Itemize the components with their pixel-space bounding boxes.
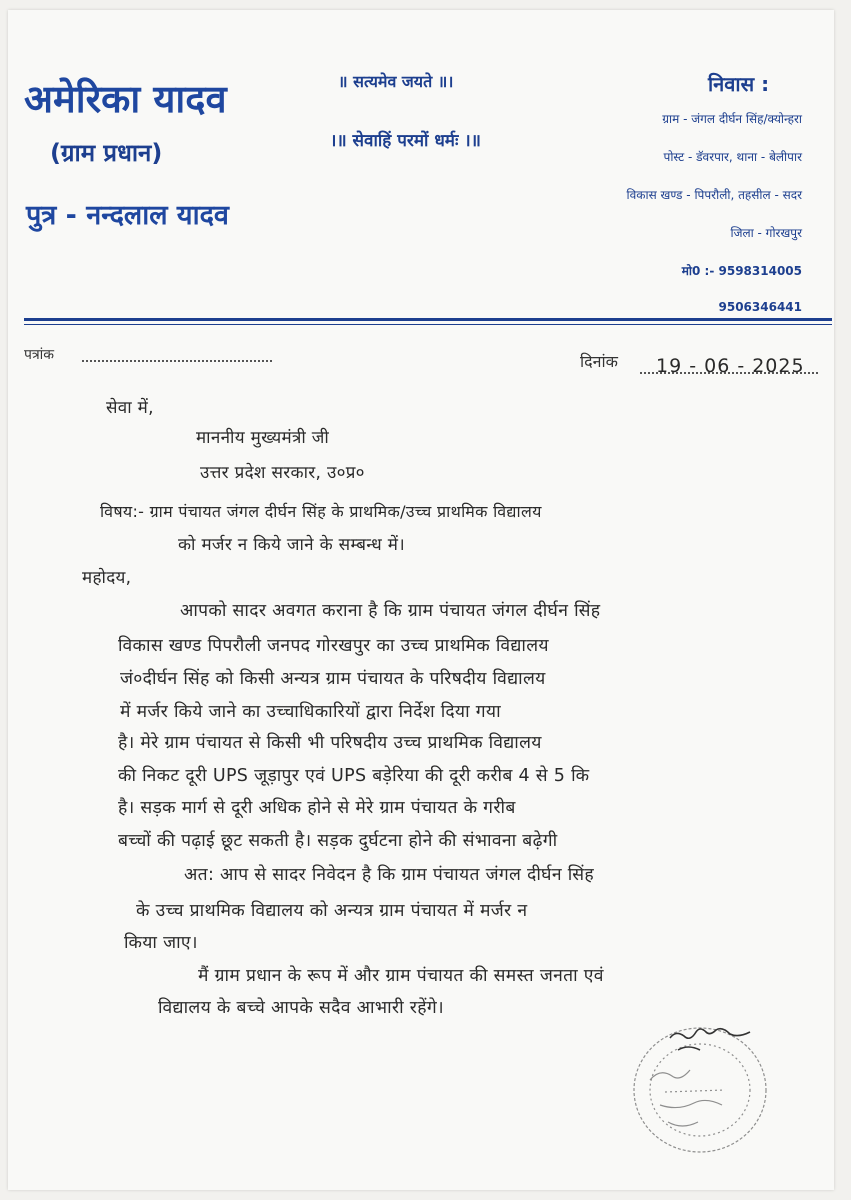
motto-line-2: ।॥ सेवाहिं परमों धर्मः ।॥: [330, 131, 481, 151]
mobile-number-1: मो0 :- 9598314005: [681, 264, 802, 278]
body-line: में मर्जर किये जाने का उच्चाधिकारियों द्वारा निर्देश दिया गया: [120, 702, 501, 722]
sender-name: अमेरिका यादव: [24, 77, 227, 121]
letterhead-page: [8, 10, 834, 1190]
body-line: विद्यालय के बच्चे आपके सदैव आभारी रहेंगे।: [158, 998, 444, 1018]
sender-designation: (ग्राम प्रधान): [50, 139, 163, 167]
recipient-line-1: माननीय मुख्यमंत्री जी: [196, 428, 330, 448]
address-village: ग्राम - जंगल दीर्घन सिंह/क्योन्हरा: [662, 112, 802, 126]
address-title: निवास :: [708, 72, 770, 96]
ref-label: पत्रांक: [24, 347, 55, 363]
header-rule-thick: [24, 318, 832, 321]
date-label: दिनांक: [580, 352, 618, 371]
sender-father-name: पुत्र - नन्दलाल यादव: [26, 200, 229, 231]
address-post: पोस्ट - डॅवरपार, थाना - बेलीपार: [663, 150, 802, 164]
body-line: की निकट दूरी UPS जूड़ापुर एवं UPS बड़ेरिया की दूरी करीब 4 से 5 कि: [118, 766, 590, 786]
recipient-line-2: उत्तर प्रदेश सरकार, उ०प्र०: [200, 463, 365, 483]
body-line: है। मेरे ग्राम पंचायत से किसी भी परिषदीय उच्च प्राथमिक विद्यालय: [118, 733, 542, 753]
body-line: जं०दीर्घन सिंह को किसी अन्यत्र ग्राम पंचायत के परिषदीय विद्यालय: [120, 669, 546, 689]
official-seal-stamp-with-signature: [620, 1010, 795, 1160]
subject-line-1: विषय:- ग्राम पंचायत जंगल दीर्घन सिंह के प्राथमिक/उच्च प्राथमिक विद्यालय: [100, 502, 542, 521]
motto-line-1: ॥ सत्यमेव जयते ॥।: [338, 72, 454, 91]
subject-line-2: को मर्जर न किये जाने के सम्बन्ध में।: [178, 535, 405, 555]
address-district: जिला - गोरखपुर: [730, 226, 802, 240]
body-line: बच्चों की पढ़ाई छूट सकती है। सड़क दुर्घटना होने की संभावना बढ़ेगी: [118, 831, 558, 851]
greeting: महोदय,: [82, 568, 132, 588]
body-line: विकास खण्ड पिपरौली जनपद गोरखपुर का उच्च प्राथमिक विद्यालय: [118, 636, 549, 656]
body-line: किया जाए।: [124, 933, 198, 953]
body-line: मैं ग्राम प्रधान के रूप में और ग्राम पंचायत की समस्त जनता एवं: [198, 966, 604, 986]
salutation-to: सेवा में,: [106, 398, 154, 418]
mobile-number-2: 9506346441: [718, 300, 802, 314]
body-line: है। सड़क मार्ग से दूरी अधिक होने से मेरे ग्राम पंचायत के गरीब: [118, 798, 516, 818]
body-line: आपको सादर अवगत कराना है कि ग्राम पंचायत जंगल दीर्घन सिंह: [180, 601, 601, 621]
header-rule-thin: [24, 324, 832, 325]
date-value: 19 - 06 - 2025: [656, 355, 805, 377]
address-block: विकास खण्ड - पिपरौली, तहसील - सदर: [626, 188, 802, 202]
body-line: के उच्च प्राथमिक विद्यालय को अन्यत्र ग्राम पंचायत में मर्जर न: [136, 901, 528, 921]
body-line: अत: आप से सादर निवेदन है कि ग्राम पंचायत जंगल दीर्घन सिंह: [184, 865, 594, 885]
ref-dotted-line: [82, 360, 272, 362]
